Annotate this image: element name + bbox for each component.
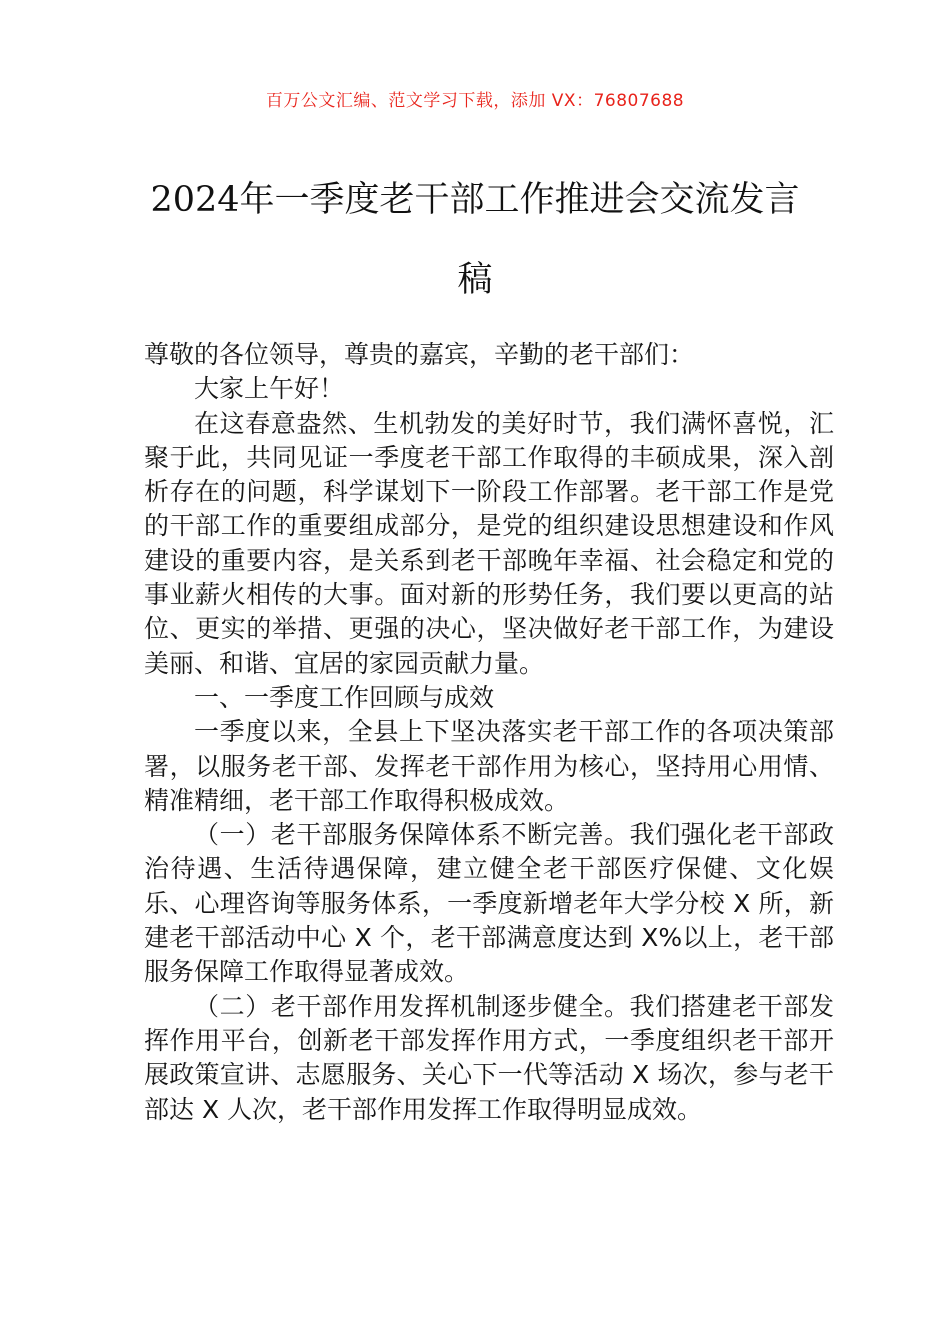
document-body	[144, 338, 834, 1127]
paragraph-greeting: 大家上午好！	[194, 374, 345, 404]
paragraph-subsection-2: （二）老干部作用发挥机制逐步健全。我们搭建老干部发挥作用平台，创新老干部发挥作用方式，一季度组织老干部开展政策宣讲、志愿服务、关心下一代等活动 X 场次，参与老干部达 X 人次，老干部作用发挥工作取得明显成效。	[144, 991, 834, 1124]
paragraph-subsection-1: （一）老干部服务保障体系不断完善。我们强化老干部政治待遇、生活待遇保障，建立健全老干部医疗保健、文化娱乐、心理咨询等服务体系，一季度新增老年大学分校 X 所，新建老干部活动中心 X 个，老干部满意度达到 X%以上，老干部服务保障工作取得显著成效。	[144, 820, 834, 987]
salutation: 尊敬的各位领导，尊贵的嘉宾，辛勤的老干部们：	[144, 340, 695, 369]
header-watermark-note: 百万公文汇编、范文学习下载，添加 VX：76807688	[265, 91, 685, 111]
paragraph-section-1-summary: 一季度以来，全县上下坚决落实老干部工作的各项决策部署，以服务老干部、发挥老干部作用为核心，坚持用心用情、精准精细，老干部工作取得积极成效。	[144, 717, 834, 815]
paragraph-intro: 在这春意盎然、生机勃发的美好时节，我们满怀喜悦，汇聚于此，共同见证一季度老干部工作取得的丰硕成果，深入剖析存在的问题，科学谋划下一阶段工作部署。老干部工作是党的干部工作的重要组成部分，是党的组织建设思想建设和作风建设的重要内容，是关系到老干部晚年幸福、社会稳定和党的事业薪火相传的大事。面对新的形势任务，我们要以更高的站位、更实的举措、更强的决心，坚决做好老干部工作，为建设美丽、和谐、宜居的家园贡献力量。	[144, 408, 834, 678]
section-heading-1: 一、一季度工作回顾与成效	[194, 682, 495, 712]
document-title: 2024年一季度老干部工作推进会交流发言稿	[150, 180, 800, 300]
